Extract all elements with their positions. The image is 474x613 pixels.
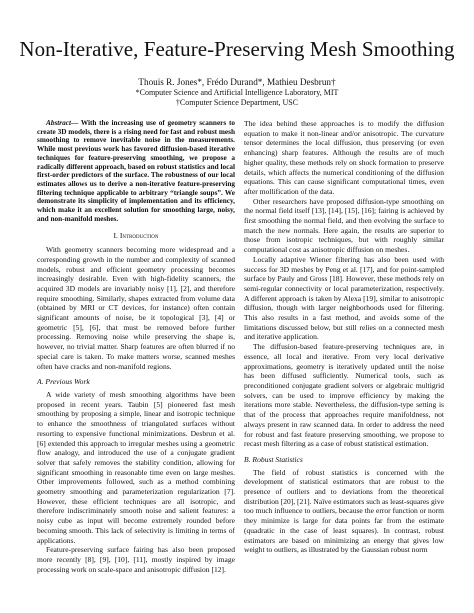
right-paragraph-3: Locally adaptive Wiener filtering has also been used with success for 3D meshes by Peng et al. [17], and for point-sampled surface by Pauly and Gross [18]. However, these methods rely on semi-regular connectivity or local parameterization, respectively. A different approach is taken by Alexa [19], similar to anisotropic diffusion, though with larger neighborhoods used for filtering. This also results in a fast method, and avoids some of the limitations discussed below, but still relies on a connected mesh and iterative application. [244,254,444,342]
authors: Thouis R. Jones*, Frédo Durand*, Mathieu Desbrun† [138,77,336,87]
left-column [37,119,235,574]
robust-statistics-paragraph: The field of robust statistics is concerned with the development of statistical estimators that are robust to the presence of outliers and to deviations from the theoretical distribution [20], [21]. Naïve estimators such as least-squares give too much influence to outliers, because the error function or norm they minimize is large for data points far from the estimate (quadratic in the case of least squares). In contrast, robust estimators are based on minimizing an energy that gives low weight to outliers, as illustrated by the Gaussian robust norm [244,467,444,555]
section-heading-introduction: I. Introduction [113,231,159,241]
right-paragraph-4: The diffusion-based feature-preserving techniques are, in essence, all local and iterative. From very local derivative approximations, geometry is iteratively updated until the noise has been diffused sufficiently. Numerical tools, such as preconditioned conjugate gradient solvers or algebraic multigrid solvers, can be used to improve efficiency by making the iterations more stable. Nevertheless, the diffusion-type setting is that of the process that approaches require manifoldness, not always present in raw scanned data. In order to address the need for robust and fast feature preserving smoothing, we propose to recast mesh filtering as a case of robust statistical estimation. [244,342,444,449]
subsection-heading-robust-statistics: B. Robust Statistics [244,454,303,464]
right-column [244,119,444,555]
affiliation-usc: †Computer Science Department, USC [175,98,299,107]
paper-title: Non-Iterative, Feature-Preserving Mesh Smoothing [19,37,455,61]
right-paragraph-2: Other researchers have proposed diffusion-type smoothing on the normal field itself [13], [14], [15], [16]; fairing is achieved by first smoothing the normal field, and then evolving the surface to match the new normals. Here again, the results are superior to those from isotropic techniques, but with roughly similar computational cost as anisotropic diffusion on meshes. [244,196,444,255]
subsection-heading-previous-work: A. Previous Work [37,377,90,387]
abstract-text: — With the increasing use of geometry scanners to create 3D models, there is a rising need for fast and robust mesh smoothing to remove inevitable noise in the measurements. While most previous work has favored diffusion-based iterative techniques for feature-preserving smoothing, we propose a radically different approach, based on robust statistics and local first-order predictors of the surface. The robustness of our local estimates allows us to derive a non-iterative feature-preserving filtering technique applicable to arbitrary “triangle soups”. We demonstrate its simplicity of implementation and its efficiency, which make it an excellent solution for smoothing large, noisy, and non-manifold meshes. [37,119,235,223]
abstract-label: Abstract [46,119,71,127]
previous-work-paragraph-1: A wide variety of mesh smoothing algorithms have been proposed in recent years. Taubin [5] pioneered fast mesh smoothing by proposing a simple, linear and isotropic technique to enhance the smoothness of triangulated surfaces without resorting to expensive functional minimizations. Desbrun et al. [6] extended this approach to irregular meshes using a geometric flow analogy, and introduced the use of a conjugate gradient solver that safely removes the stability condition, allowing for significant smoothing in reasonable time even on large meshes. Other improvements followed, such as a method combining geometry smoothing and parameterization regularization [7]. However, these efficient techniques are all isotropic, and therefore indiscriminately smooth noise and salient features: a noisy cube as input will become extremely rounded before becoming smooth. This lack of selectivity is limiting in terms of applications. [37,389,235,545]
intro-paragraph: With geometry scanners becoming more widespread and a corresponding growth in the number and complexity of scanned models, robust and efficient geometry processing becomes increasingly desirable. Even with high-fidelity scanners, the acquired 3D models are invariably noisy [1], [2], and therefore require smoothing. Similarly, shapes extracted from volume data (obtained by MRI or CT devices, for instance) often contain significant amounts of noise, be it topological [3], [4] or geometric [5], [6], that must be removed before further processing. Removing noise while preserving the shape is, however, no trivial matter. Sharp features are often blurred if no special care is taken. To make matters worse, scanned meshes often have cracks and non-manifold regions. [37,245,235,371]
abstract [37,119,235,223]
previous-work-paragraph-2: Feature-preserving surface fairing has also been proposed more recently [8], [9], [10], [11], mostly inspired by image processing work on scale-space and anisotropic diffusion [12]. [37,545,235,574]
right-paragraph-1: The idea behind these approaches is to modify the diffusion equation to make it non-linear and/or anisotropic. The curvature tensor determines the local diffusion, thus preserving (or even enhancing) sharp features. Although the results are of much higher quality, these methods rely on shock formation to preserve details, which affects the numerical conditioning of the diffusion equations. This can cause significant computational times, even after mollification of the data. [244,119,444,196]
affiliation-mit: *Computer Science and Artificial Intelligence Laboratory, MIT [135,88,339,97]
